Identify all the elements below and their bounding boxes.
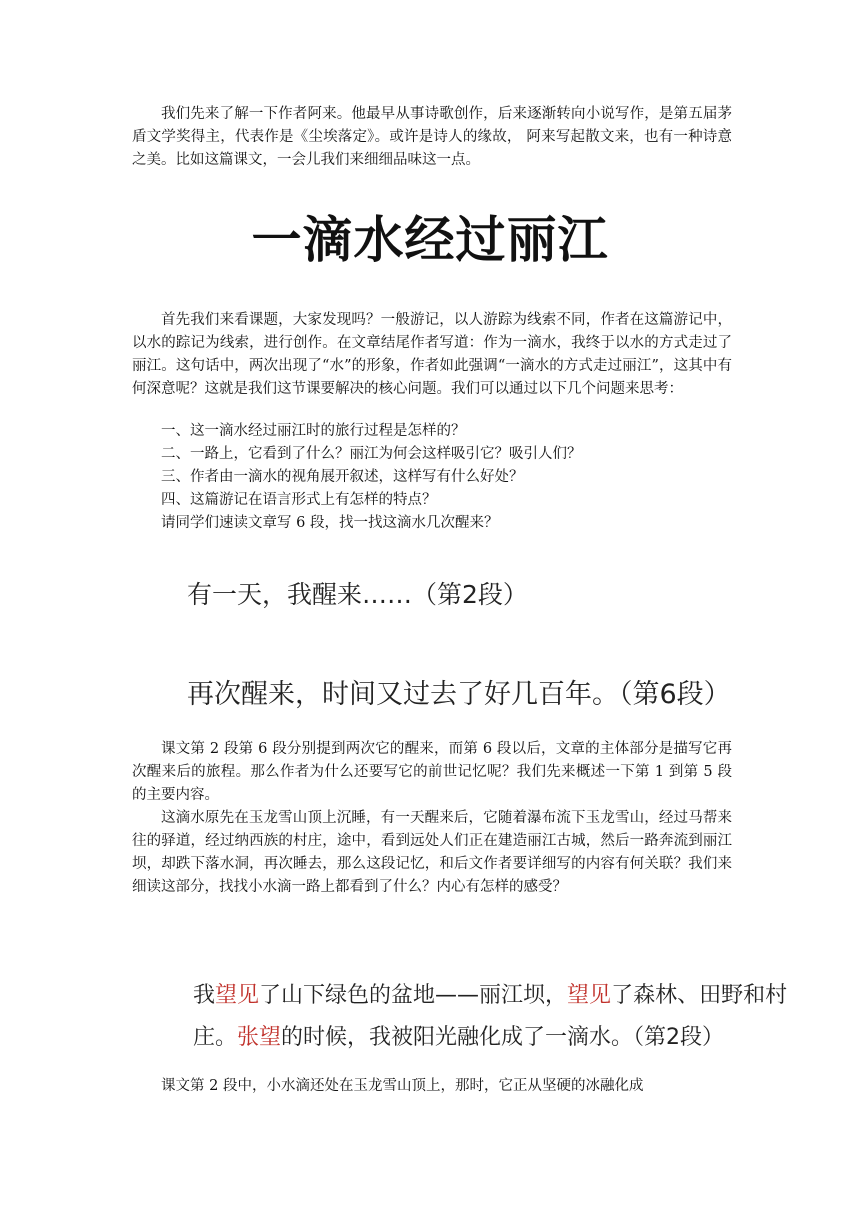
highlight-zhangwang: 张望 xyxy=(237,1025,282,1050)
highlighted-quote xyxy=(193,975,843,1059)
question-3: 三、作者由一滴水的视角展开叙述，这样写有什么好处？ xyxy=(161,469,524,485)
quote-line-2: 庄。张望的时候，我被阳光融化成了一滴水。（第2段） xyxy=(193,1025,725,1050)
question-1: 一、这一滴水经过丽江时的旅行过程是怎样的？ xyxy=(161,423,466,439)
slide-quote-second-wake: 再次醒来，时间又过去了好几百年。（第6段） xyxy=(187,679,731,710)
lesson-title: 一滴水经过丽江 xyxy=(251,211,609,269)
quote-line-1: 我望见了山下绿色的盆地——丽江坝，望见了森林、田野和村 xyxy=(193,983,788,1008)
highlight-wangjian-2: 望见 xyxy=(567,983,612,1008)
reading-task: 请同学们速读文章写 6 段，找一找这滴水几次醒来？ xyxy=(161,515,499,531)
intro-paragraph: 我们先来了解一下作者阿来。他最早从事诗歌创作，后来逐渐转向小说写作，是第五届茅盾文学奖得主，代表作是《尘埃落定》。或许是诗人的缘故， 阿来写起散文来，也有一种诗意之美。比如这篇课文，一会儿我们来细细品味这一点。 xyxy=(132,106,732,168)
summary-paragraph: 课文第 2 段第 6 段分别提到两次它的醒来，而第 6 段以后，文章的主体部分是描写它再次醒来后的旅程。那么作者为什么还要写它的前世记忆呢？我们先来概述一下第 1 到第 5 段的主要内容。 xyxy=(132,741,732,803)
slide-quote-first-wake: 有一天，我醒来……（第2段） xyxy=(187,580,528,609)
question-4: 四、这篇游记在语言形式上有怎样的特点？ xyxy=(161,492,437,508)
analysis-paragraph: 首先我们来看课题，大家发现吗？一般游记，以人游踪为线索不同，作者在这篇游记中，以水的踪记为线索，进行创作。在文章结尾作者写道：作为一滴水，我终于以水的方式走过了丽江。这句话中，两次出现了“水”的形象，作者如此强调“一滴水的方式走过丽江”，这其中有何深意呢？这就是我们这节课要解决的核心问题。我们可以通过以下几个问题来思考： xyxy=(132,312,732,397)
closing-paragraph: 课文第 2 段中，小水滴还处在玉龙雪山顶上，那时，它正从坚硬的冰融化成 xyxy=(161,1078,644,1094)
highlight-wangjian-1: 望见 xyxy=(215,983,260,1008)
journey-paragraph: 这滴水原先在玉龙雪山顶上沉睡，有一天醒来后，它随着瀑布流下玉龙雪山，经过马帮来往的驿道，经过纳西族的村庄，途中，看到远处人们正在建造丽江古城，然后一路奔流到丽江坝，却跌下落水洞，再次睡去，那么这段记忆，和后文作者要详细写的内容有何关联？我们来细读这部分，找找小水滴一路上都看到了什么？内心有怎样的感受？ xyxy=(132,810,732,895)
question-2: 二、一路上，它看到了什么？丽江为何会这样吸引它？吸引人们？ xyxy=(161,446,582,462)
